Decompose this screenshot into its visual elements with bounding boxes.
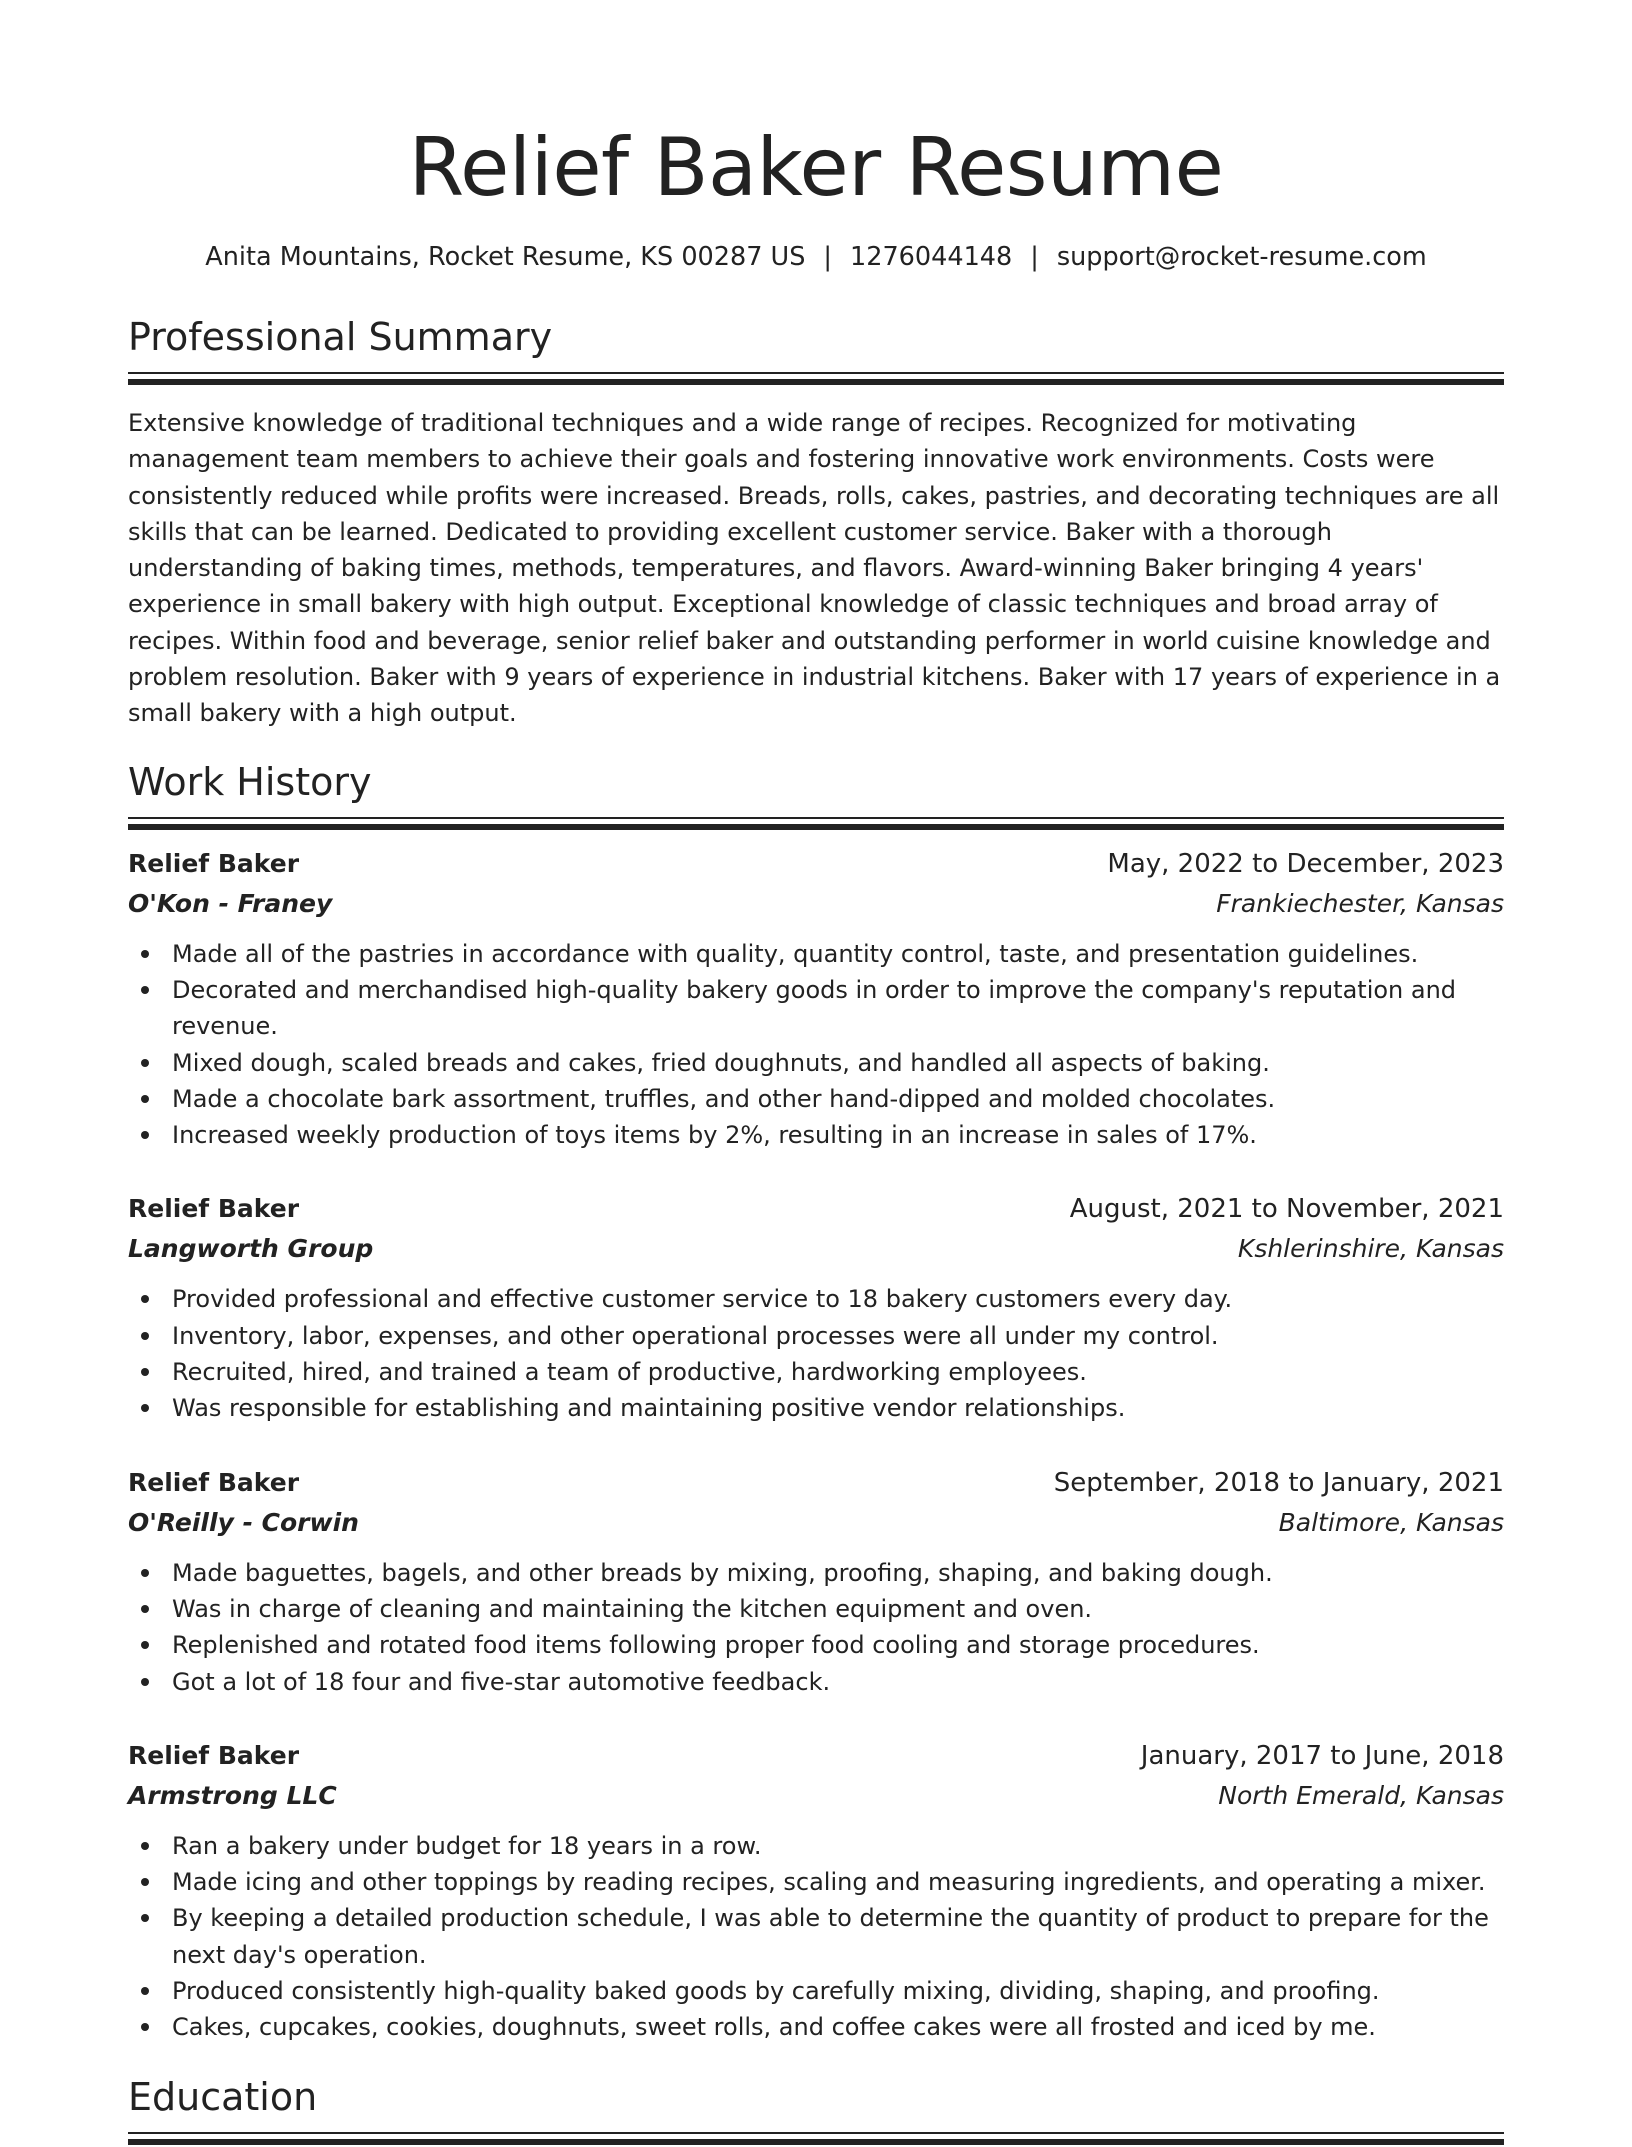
section-heading-work-history: Work History bbox=[128, 759, 372, 804]
job-bullet-item bbox=[172, 1900, 1504, 1973]
bullet-dot-icon bbox=[141, 1605, 149, 1613]
job-bullet-list bbox=[128, 1281, 1504, 1426]
section-divider bbox=[128, 372, 1504, 387]
job-bullet-text: Made a chocolate bark assortment, truffles, and other hand-dipped and molded chocolates. bbox=[172, 1084, 1276, 1113]
job-entry bbox=[128, 844, 1504, 1154]
job-location: Frankiechester, Kansas bbox=[1216, 888, 1504, 918]
job-company-row bbox=[128, 1776, 1504, 1816]
bullet-dot-icon bbox=[141, 1332, 149, 1340]
job-bullet-text: Increased weekly production of toys items by 2%, resulting in an increase in sales of 17%. bbox=[172, 1121, 1257, 1150]
job-company: O'Reilly - Corwin bbox=[128, 1507, 359, 1537]
job-company: O'Kon - Franey bbox=[128, 888, 333, 918]
bullet-dot-icon bbox=[141, 1131, 149, 1139]
job-bullet-item bbox=[172, 1081, 1504, 1117]
job-bullet-item bbox=[172, 936, 1504, 972]
job-bullet-text: Decorated and merchandised high-quality bakery goods in order to improve the company's reputation and revenue. bbox=[172, 975, 1457, 1041]
job-dates: January, 2017 to June, 2018 bbox=[1140, 1740, 1504, 1771]
bullet-dot-icon bbox=[141, 1404, 149, 1412]
job-title: Relief Baker bbox=[128, 1194, 300, 1224]
job-dates: August, 2021 to November, 2021 bbox=[1069, 1194, 1504, 1225]
job-bullet-item bbox=[172, 1973, 1504, 2009]
job-company-row bbox=[128, 1503, 1504, 1543]
job-location: Kshlerinshire, Kansas bbox=[1237, 1234, 1504, 1264]
job-bullet-item bbox=[172, 1664, 1504, 1700]
job-entry bbox=[128, 1463, 1504, 1700]
job-bullet-text: Mixed dough, scaled breads and cakes, fried doughnuts, and handled all aspects of baking. bbox=[172, 1048, 1270, 1077]
job-bullet-item bbox=[172, 1390, 1504, 1426]
job-bullet-text: Produced consistently high-quality baked goods by carefully mixing, dividing, shaping, and proofing. bbox=[172, 1977, 1380, 2006]
job-bullet-item bbox=[172, 2009, 1504, 2045]
bullet-dot-icon bbox=[141, 1987, 149, 1995]
contact-separator: | bbox=[1030, 242, 1039, 272]
resume-title: Relief Baker Resume bbox=[408, 121, 1224, 214]
job-bullet-item bbox=[172, 1318, 1504, 1354]
job-entry bbox=[128, 1736, 1504, 2046]
job-bullet-list bbox=[128, 1828, 1504, 2046]
resume-page bbox=[128, 0, 1504, 2147]
job-bullet-text: Ran a bakery under budget for 18 years in a row. bbox=[172, 1831, 762, 1860]
bullet-dot-icon bbox=[141, 1295, 149, 1303]
job-entry bbox=[128, 1189, 1504, 1426]
bullet-dot-icon bbox=[141, 950, 149, 958]
job-bullet-text: Inventory, labor, expenses, and other operational processes were all under my control. bbox=[172, 1321, 1219, 1350]
job-bullet-text: Made icing and other toppings by reading recipes, scaling and measuring ingredients, and operating a mixer. bbox=[172, 1868, 1486, 1897]
job-bullet-text: By keeping a detailed production schedule, I was able to determine the quantity of product to prepare for the next day's operation. bbox=[172, 1904, 1489, 1969]
job-company-row bbox=[128, 884, 1504, 924]
contact-separator: | bbox=[823, 242, 832, 272]
contact-phone: 1276044148 bbox=[850, 242, 1013, 272]
education-section bbox=[128, 2072, 1504, 2147]
section-heading-summary: Professional Summary bbox=[128, 315, 553, 359]
job-bullet-item bbox=[172, 1281, 1504, 1317]
job-bullet-item bbox=[172, 1864, 1504, 1900]
job-bullet-item bbox=[172, 1828, 1504, 1864]
job-list bbox=[128, 844, 1504, 2046]
job-company: Armstrong LLC bbox=[128, 1780, 337, 1810]
job-bullet-text: Provided professional and effective customer service to 18 bakery customers every day. bbox=[172, 1285, 1233, 1314]
bullet-dot-icon bbox=[141, 1059, 149, 1067]
summary-section bbox=[128, 312, 1504, 732]
job-bullet-text: Replenished and rotated food items following proper food cooling and storage procedures. bbox=[172, 1631, 1260, 1660]
job-location: Baltimore, Kansas bbox=[1278, 1507, 1504, 1537]
bullet-dot-icon bbox=[141, 1678, 149, 1686]
section-divider bbox=[128, 817, 1504, 832]
contact-line bbox=[128, 240, 1504, 274]
section-divider bbox=[128, 2132, 1504, 2147]
bullet-dot-icon bbox=[141, 986, 149, 994]
job-header-row bbox=[128, 1189, 1504, 1229]
job-title: Relief Baker bbox=[128, 848, 300, 878]
job-company: Langworth Group bbox=[128, 1234, 374, 1264]
job-bullet-text: Was in charge of cleaning and maintaining the kitchen equipment and oven. bbox=[172, 1594, 1093, 1623]
job-dates: May, 2022 to December, 2023 bbox=[1107, 848, 1504, 879]
job-header-row bbox=[128, 844, 1504, 884]
job-bullet-item bbox=[172, 1555, 1504, 1591]
contact-email: support@rocket-resume.com bbox=[1056, 242, 1427, 272]
job-bullet-list bbox=[128, 1555, 1504, 1700]
job-header-row bbox=[128, 1463, 1504, 1503]
job-dates: September, 2018 to January, 2021 bbox=[1053, 1467, 1504, 1498]
job-bullet-text: Was responsible for establishing and maintaining positive vendor relationships. bbox=[172, 1394, 1126, 1423]
job-bullet-text: Recruited, hired, and trained a team of productive, hardworking employees. bbox=[172, 1358, 1087, 1387]
bullet-dot-icon bbox=[141, 1368, 149, 1376]
bullet-dot-icon bbox=[141, 2023, 149, 2031]
job-location: North Emerald, Kansas bbox=[1218, 1780, 1504, 1810]
job-title: Relief Baker bbox=[128, 1467, 300, 1497]
bullet-dot-icon bbox=[141, 1641, 149, 1649]
job-company-row bbox=[128, 1229, 1504, 1269]
summary-text: Extensive knowledge of traditional techniques and a wide range of recipes. Recognized for motivating management team members to achieve their goals and fostering innovative work environments. Costs were consistently reduced while profits were increased. Breads, rolls, cakes, pastries, and decorating techniques are all skills that can be learned. Dedicated to providing excellent customer service. Baker with a thorough understanding of baking times, methods, temperatures, and flavors. Award-winning Baker bringing 4 years' experience in small bakery with high output. Exceptional knowledge of classic techniques and broad array of recipes. Within food and beverage, senior relief baker and outstanding performer in world cuisine knowledge and problem resolution. Baker with 9 years of experience in industrial kitchens. Baker with 17 years of experience in a small bakery with a high output. bbox=[128, 409, 1501, 728]
job-bullet-text: Made all of the pastries in accordance with quality, quantity control, taste, and presentation guidelines. bbox=[172, 939, 1419, 968]
job-bullet-item bbox=[172, 1627, 1504, 1663]
job-bullet-item bbox=[172, 1117, 1504, 1153]
job-bullet-text: Made baguettes, bagels, and other breads by mixing, proofing, shaping, and baking dough. bbox=[172, 1558, 1273, 1587]
section-heading-education: Education bbox=[128, 2074, 318, 2119]
job-bullet-text: Got a lot of 18 four and five-star automotive feedback. bbox=[172, 1667, 831, 1696]
job-bullet-item bbox=[172, 1045, 1504, 1081]
bullet-dot-icon bbox=[141, 1914, 149, 1922]
job-bullet-text: Cakes, cupcakes, cookies, doughnuts, sweet rolls, and coffee cakes were all frosted and iced by me. bbox=[172, 2013, 1376, 2042]
contact-address: Anita Mountains, Rocket Resume, KS 00287 US bbox=[205, 242, 806, 272]
bullet-dot-icon bbox=[141, 1842, 149, 1850]
bullet-dot-icon bbox=[141, 1095, 149, 1103]
job-bullet-item bbox=[172, 972, 1504, 1045]
job-bullet-list bbox=[128, 936, 1504, 1154]
bullet-dot-icon bbox=[141, 1569, 149, 1577]
work-history-section bbox=[128, 757, 1504, 2046]
job-bullet-item bbox=[172, 1354, 1504, 1390]
job-header-row bbox=[128, 1736, 1504, 1776]
job-bullet-item bbox=[172, 1591, 1504, 1627]
bullet-dot-icon bbox=[141, 1878, 149, 1886]
job-title: Relief Baker bbox=[128, 1740, 300, 1770]
